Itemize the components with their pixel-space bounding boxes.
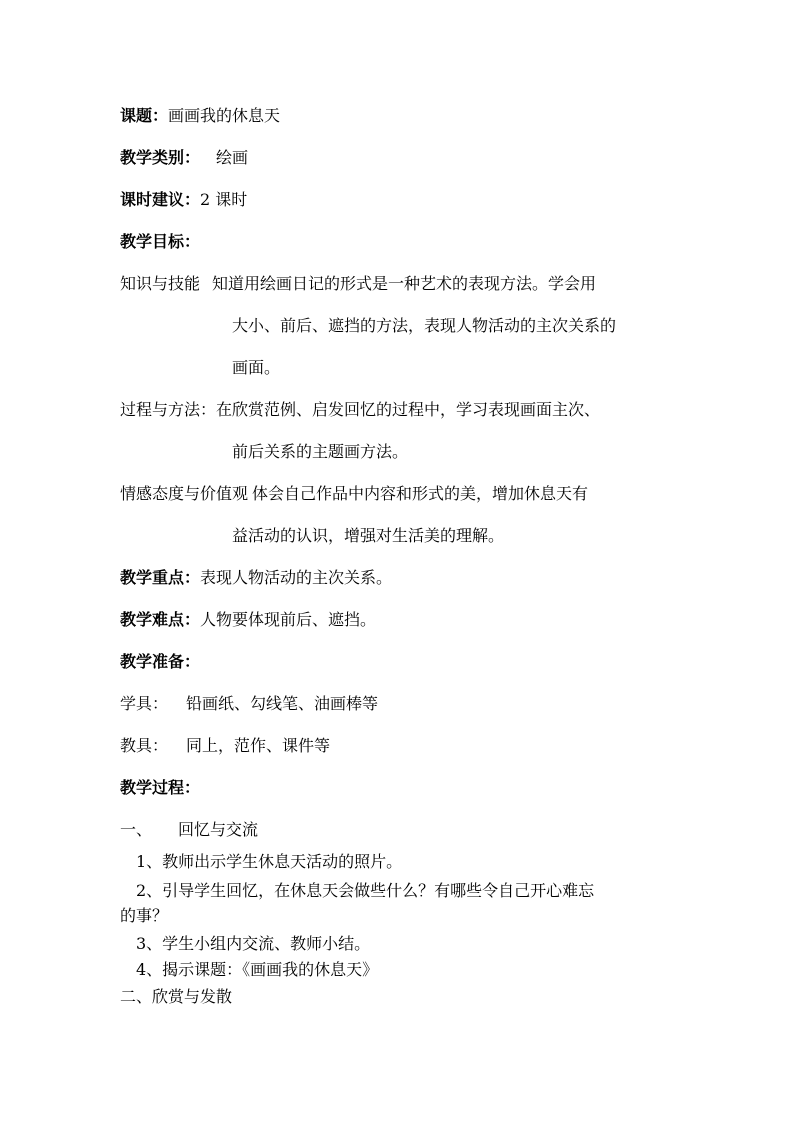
teacher-tools-line [120,736,330,756]
student-tools-line [120,694,378,714]
knowledge-line-1 [120,274,596,294]
knowledge-label: 知识与技能 [120,274,201,293]
difficulty-label: 教学难点： [120,610,201,629]
hours-line [120,190,247,210]
list-item: 3、学生小组内交流、教师小结。 [136,934,371,953]
process-text-1: 在欣赏范例、启发回忆的过程中，学习表现画面主次、 [216,400,601,419]
category-value: 绘画 [216,148,249,167]
emotion-label: 情感态度与价值观 [120,484,249,503]
section1-heading [120,820,258,840]
hours-label: 课时建议： [120,190,201,209]
topic-value: 画画我的休息天 [168,106,281,125]
topic-line [120,106,280,126]
process-label: 过程与方法： [120,400,217,419]
emotion-text-1: 体会自己作品中内容和形式的美，增加休息天有 [252,484,589,503]
student-tools-value: 铅画纸、勾线笔、油画棒等 [186,694,379,713]
difficulty-value: 人物要体现前后、遮挡。 [200,610,377,629]
section1-number: 一、 [120,820,153,839]
difficulty-line [120,610,376,630]
knowledge-text-1: 知道用绘画日记的形式是一种艺术的表现方法。学会用 [212,274,597,293]
category-line [120,148,248,168]
section2-heading: 二、欣赏与发散 [120,987,233,1006]
teacher-tools-label: 教具： [120,736,169,755]
knowledge-line-2: 大小、前后、遮挡的方法，表现人物活动的主次关系的 [232,316,617,335]
topic-label: 课题： [120,106,169,125]
objectives-heading: 教学目标： [120,232,201,251]
key-point-line [120,568,392,588]
list-item: 2、引导学生回忆，在休息天会做些什么？有哪些令自己开心难忘 [136,881,595,900]
process-heading: 教学过程： [120,778,201,797]
category-label: 教学类别： [120,148,201,167]
key-point-value: 表现人物活动的主次关系。 [200,568,393,587]
student-tools-label: 学具： [120,694,169,713]
list-item: 4、揭示课题：《画画我的休息天》 [136,960,379,979]
list-item-continued: 的事？ [120,906,169,925]
emotion-line-1 [120,484,588,504]
process-line-2: 前后关系的主题画方法。 [232,442,409,461]
hours-value: 2 课时 [200,190,248,209]
teacher-tools-value: 同上，范作、课件等 [186,736,331,755]
preparation-heading: 教学准备： [120,652,201,671]
emotion-line-2: 益活动的认识，增强对生活美的理解。 [232,526,505,545]
knowledge-line-3: 画面。 [232,358,281,377]
key-point-label: 教学重点： [120,568,201,587]
process-line-1 [120,400,600,420]
section1-title: 回忆与交流 [178,820,259,839]
list-item: 1、教师出示学生休息天活动的照片。 [136,852,403,871]
